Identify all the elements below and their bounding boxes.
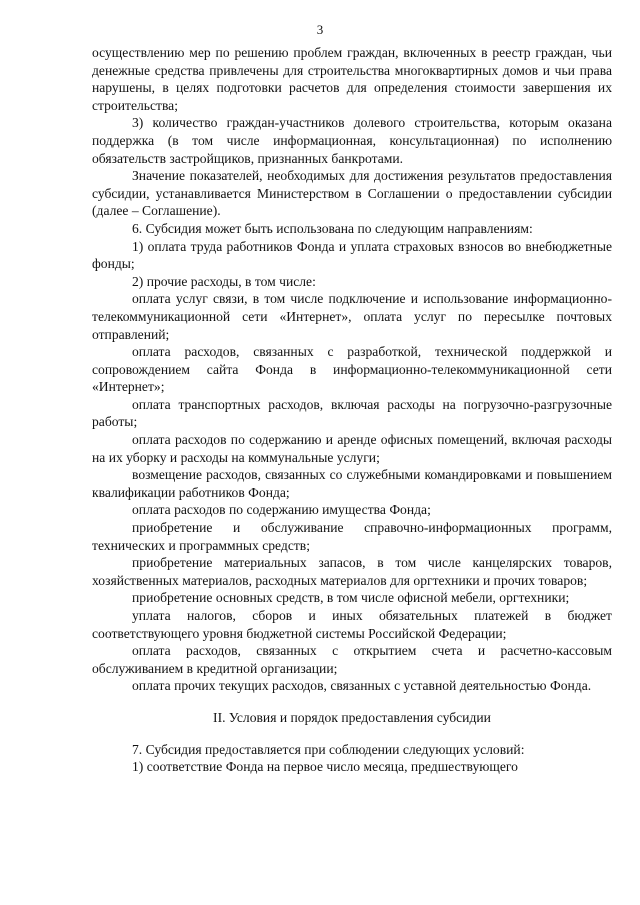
document-body <box>92 44 612 776</box>
paragraph: 2) прочие расходы, в том числе: <box>132 273 316 289</box>
paragraph: возмещение расходов, связанных со служебными командировками и повышением квалификации работников Фонда; <box>92 467 612 500</box>
paragraph: 3) количество граждан-участников долевого строительства, которым оказана поддержка (в том числе информационная, консультационная) по исполнению обязательств застройщиков, признанных банкротами. <box>92 115 612 166</box>
paragraph: оплата расходов по содержанию и аренде офисных помещений, включая расходы на их уборку и расходы на коммунальные услуги; <box>92 432 612 465</box>
paragraph: оплата услуг связи, в том числе подключение и использование информационно-телекоммуникационной сети «Интернет», оплата услуг по пересылке почтовых отправлений; <box>92 291 612 342</box>
paragraph: уплата налогов, сборов и иных обязательных платежей в бюджет соответствующего уровня бюджетной системы Российской Федерации; <box>92 608 612 641</box>
paragraph: приобретение и обслуживание справочно-информационных программ, технических и программных средств; <box>92 520 612 553</box>
paragraph: 1) соответствие Фонда на первое число месяца, предшествующего <box>132 759 518 775</box>
paragraph: Значение показателей, необходимых для достижения результатов предоставления субсидии, устанавливается Министерством в Соглашении о предоставлении субсидии (далее – Соглашение). <box>92 168 612 219</box>
paragraph: 6. Субсидия может быть использована по следующим направлениям: <box>132 220 533 236</box>
paragraph: 7. Субсидия предоставляется при соблюдении следующих условий: <box>132 741 525 757</box>
paragraph: приобретение основных средств, в том числе офисной мебели, оргтехники; <box>132 590 570 606</box>
paragraph: 1) оплата труда работников Фонда и уплата страховых взносов во внебюджетные фонды; <box>92 238 612 272</box>
paragraph: приобретение материальных запасов, в том числе канцелярских товаров, хозяйственных материалов, расходных материалов для оргтехники и прочих товаров; <box>92 555 612 588</box>
paragraph: осуществлению мер по решению проблем граждан, включенных в реестр граждан, чьи денежные средства привлечены для строительства многоквартирных домов и чьи права нарушены, в целях подготовки расчетов для определения стоимости завершения их строительства; <box>92 45 612 113</box>
paragraph: оплата расходов, связанных с разработкой, технической поддержкой и сопровождением сайта Фонда в информационно-телекоммуникационной сети «Интернет»; <box>92 344 612 395</box>
paragraph: оплата прочих текущих расходов, связанных с уставной деятельностью Фонда. <box>132 678 592 694</box>
section-heading: II. Условия и порядок предоставления субсидии <box>213 709 491 725</box>
paragraph: оплата расходов, связанных с открытием счета и расчетно-кассовым обслуживанием в кредитной организации; <box>92 643 612 676</box>
paragraph: оплата транспортных расходов, включая расходы на погрузочно-разгрузочные работы; <box>92 396 612 430</box>
page-number: 3 <box>316 22 324 37</box>
paragraph: оплата расходов по содержанию имущества Фонда; <box>132 502 431 518</box>
